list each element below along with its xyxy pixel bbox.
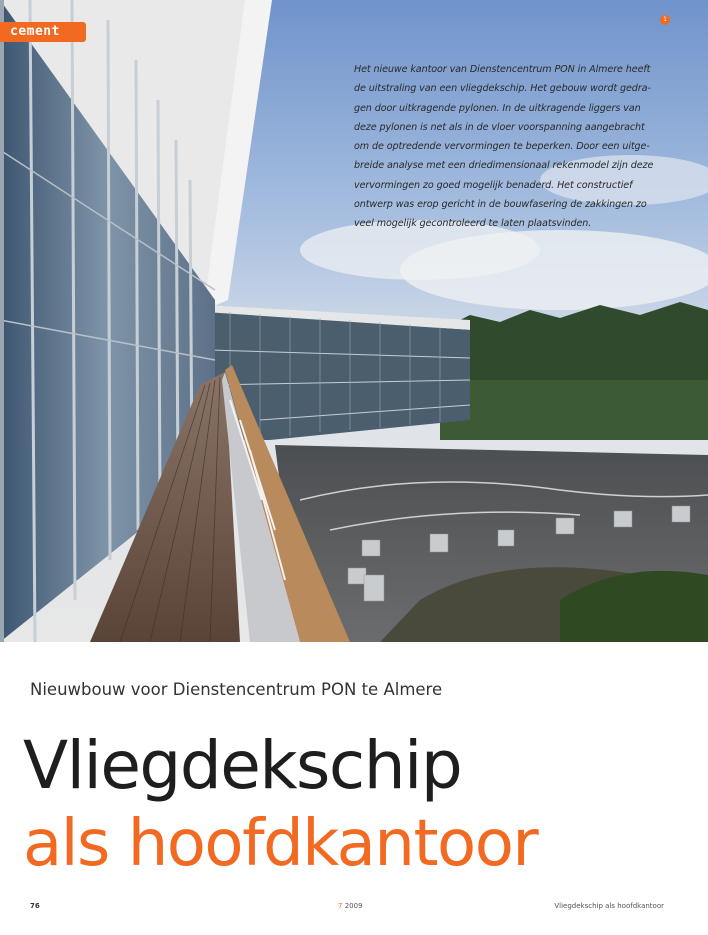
article-title-line2: als hoofdkantoor [23, 807, 538, 881]
article-title-line1: Vliegdekschip [23, 727, 462, 804]
photo-number-badge: 1 [660, 15, 670, 25]
cement-logo [0, 22, 86, 42]
issue-label [338, 902, 363, 910]
caption-line: om de optredende vervormingen te beperken. Door een uitge- [354, 141, 650, 153]
issue-year: 2009 [344, 902, 363, 910]
cement-logo-text: cement [10, 24, 60, 39]
caption-line: de uitstraling van een vliegdekschip. Het gebouw wordt gedra- [354, 83, 651, 95]
running-title: Vliegdekschip als hoofdkantoor [554, 902, 664, 910]
caption-line: veel mogelijk gecontroleerd te laten plaatsvinden. [354, 218, 592, 230]
caption-line: breide analyse met een driedimensionaal rekenmodel zijn deze [354, 160, 654, 172]
caption-line: gen door uitkragende pylonen. In de uitkragende liggers van [354, 102, 641, 114]
caption-line: deze pylonen is net als in de vloer voorspanning aangebracht [354, 121, 645, 133]
issue-number: 7 [338, 902, 343, 910]
caption-line: ontwerp was erop gericht in de bouwfasering de zakkingen zo [354, 199, 647, 211]
caption-line: Het nieuwe kantoor van Dienstencentrum PON in Almere heeft [354, 64, 651, 75]
photo-caption [354, 60, 664, 234]
article-kicker: Nieuwbouw voor Dienstencentrum PON te Almere [30, 680, 443, 699]
caption-line: vervormingen zo goed mogelijk benaderd. Het constructief [354, 179, 633, 191]
page-number: 76 [30, 902, 40, 910]
